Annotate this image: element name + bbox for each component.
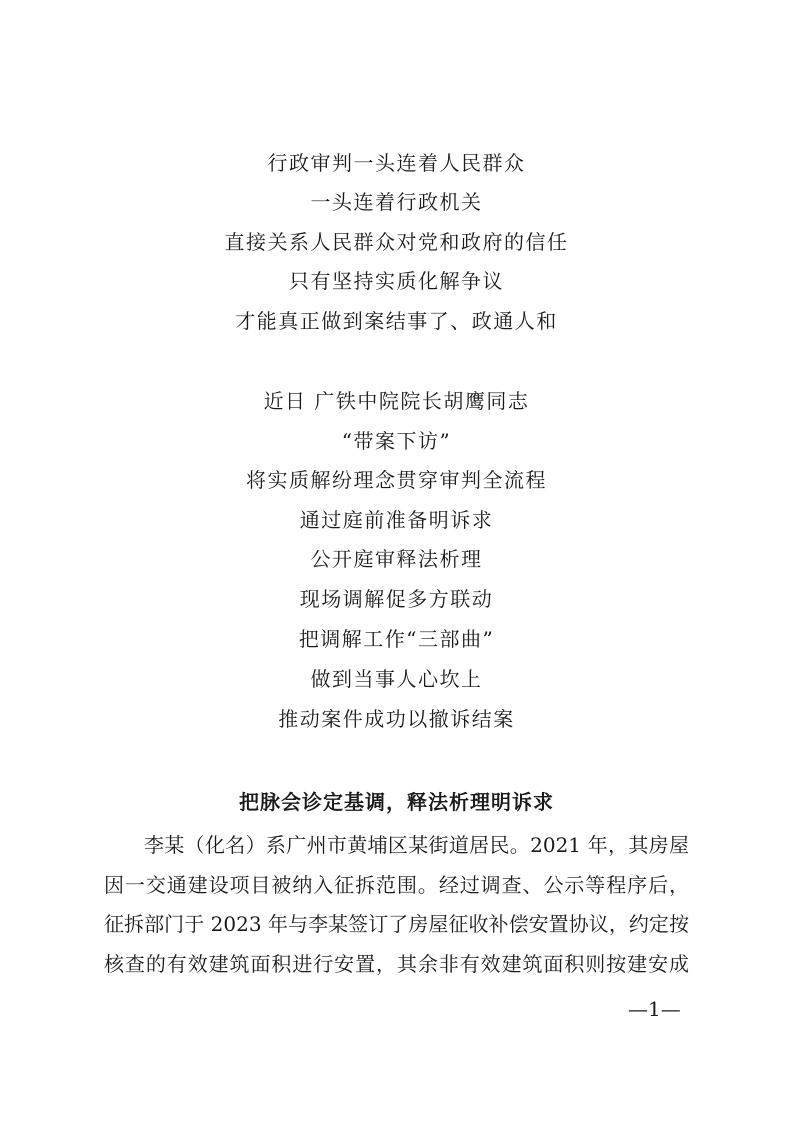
verse-line: “带案下访” <box>341 429 452 453</box>
verse-line: 公开庭审释法析理 <box>310 547 483 571</box>
verse-line: 一头连着行政机关 <box>310 190 483 214</box>
paragraph-line: 核查的有效建筑面积进行安置，其余非有效建筑面积则按建安成 <box>104 951 689 976</box>
body-paragraph <box>104 826 689 984</box>
verse-line: 做到当事人心坎上 <box>310 667 483 691</box>
paragraph-line: 因一交通建设项目被纳入征拆范围。经过调查、公示等程序后， <box>104 872 689 897</box>
verse-line: 近日 广铁中院院长胡鹰同志 <box>263 389 530 413</box>
verse-line: 将实质解纷理念贯穿审判全流程 <box>246 468 547 492</box>
paragraph-line: 李某（化名）系广州市黄埔区某街道居民。2021 年，其房屋 <box>144 833 689 857</box>
verse-line: 行政审判一头连着人民群众 <box>267 151 526 175</box>
verse-line: 把调解工作“三部曲” <box>298 627 495 651</box>
verse-line: 现场调解促多方联动 <box>299 587 494 611</box>
paragraph-line: 征拆部门于 2023 年与李某签订了房屋征收补偿安置协议，约定按 <box>104 912 689 936</box>
verse-line: 通过庭前准备明诉求 <box>299 508 494 532</box>
verse-line: 推动案件成功以撤诉结案 <box>278 707 515 731</box>
page-number: —1— <box>628 997 681 1021</box>
verse-line: 才能真正做到案结事了、政通人和 <box>235 309 558 333</box>
verse-line: 只有坚持实质化解争议 <box>289 269 504 293</box>
verse-line: 直接关系人民群众对党和政府的信任 <box>224 230 569 254</box>
section-heading: 把脉会诊定基调，释法析理明诉求 <box>239 790 554 814</box>
